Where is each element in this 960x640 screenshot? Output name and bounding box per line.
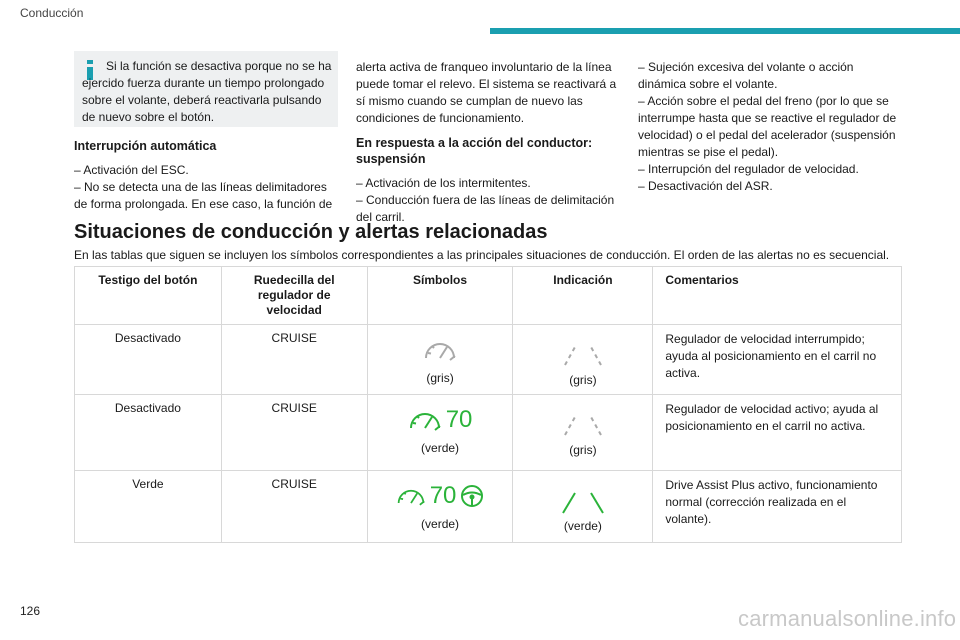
cell-cruise-wheel: CRUISE <box>221 325 367 395</box>
cell-button-light: Desactivado <box>75 395 222 471</box>
cell-symbols <box>367 395 513 471</box>
section-header: Conducción <box>20 6 84 20</box>
cell-cruise-wheel: CRUISE <box>221 471 367 543</box>
list-item: – Activación de los intermitentes. <box>356 176 531 190</box>
header-symbols: Símbolos <box>367 267 513 325</box>
table-row <box>75 395 902 471</box>
symbol-color-caption: (verde) <box>421 517 460 531</box>
list-item: – Sujeción excesiva del volante o acción dinámica sobre el volante. <box>638 60 854 91</box>
cell-comment: Regulador de velocidad interrumpido; ayuda al posicionamiento en el carril no activa. <box>653 325 902 395</box>
cruise-speed-value: 70 <box>445 406 473 433</box>
speedometer-icon <box>408 406 442 434</box>
info-text-content: Si la función se desactiva porque no se ha ejercido fuerza durante un tiempo prolongado sobre el volante, deberá reactivarla pulsando de nuevo sobre el botón. <box>82 59 332 124</box>
cell-indication <box>513 471 653 543</box>
info-box <box>74 51 338 127</box>
lane-lines-icon <box>543 331 623 371</box>
section-intro: En las tablas que siguen se incluyen los símbolos correspondientes a las principales situaciones de conducción. El orden de las alertas no es secuencial. <box>74 248 890 262</box>
cell-comment: Drive Assist Plus activo, funcionamiento normal (corrección realizada en el volante). <box>653 471 902 543</box>
column-3 <box>638 59 904 195</box>
info-text <box>82 58 332 126</box>
header-comments: Comentarios <box>653 267 902 325</box>
table-row <box>75 325 902 395</box>
speedometer-icon <box>423 336 457 364</box>
indication-color-caption: (gris) <box>569 443 597 457</box>
cell-cruise-wheel: CRUISE <box>221 395 367 471</box>
cruise-speed-value: 70 <box>429 482 457 509</box>
cell-symbols <box>367 471 513 543</box>
indication-color-caption: (verde) <box>563 519 602 533</box>
situations-table <box>74 266 902 543</box>
header-indication: Indicación <box>513 267 653 325</box>
list-item: – Desactivación del ASR. <box>638 179 773 193</box>
cell-button-light: Verde <box>75 471 222 543</box>
steering-wheel-icon <box>460 484 484 508</box>
header-cruise-wheel: Ruedecilla del regulador de velocidad <box>221 267 367 325</box>
list-item: – Acción sobre el pedal del freno (por lo que se interrumpe hasta que se reactive el regulador de velocidad) o el pedal del acelerador (suspensión mientras se pise el pedal). <box>638 94 897 159</box>
section-title: Situaciones de conducción y alertas relacionadas <box>74 221 548 243</box>
lane-lines-icon <box>543 401 623 441</box>
list-item: – Conducción fuera de las líneas de delimitación del carril. <box>356 193 615 224</box>
table-row <box>75 471 902 543</box>
speedometer-icon <box>396 483 426 509</box>
lane-lines-icon <box>543 477 623 517</box>
page-number: 126 <box>20 604 41 618</box>
cell-button-light: Desactivado <box>75 325 222 395</box>
header-button-light: Testigo del botón <box>75 267 222 325</box>
heading-driver-action: En respuesta a la acción del conductor: suspensión <box>356 136 593 166</box>
list-item: – Interrupción del regulador de velocidad. <box>638 162 859 176</box>
symbol-color-caption: (gris) <box>426 371 454 385</box>
cell-symbols <box>367 325 513 395</box>
cell-comment: Regulador de velocidad activo; ayuda al posicionamiento en el carril no activa. <box>653 395 902 471</box>
cell-indication <box>513 325 653 395</box>
cell-indication <box>513 395 653 471</box>
list-item: – Activación del ESC. <box>74 163 189 177</box>
watermark: carmanualsonline.info <box>738 606 957 631</box>
column-2 <box>356 59 622 226</box>
accent-bar <box>490 28 960 34</box>
indication-color-caption: (gris) <box>569 373 597 387</box>
symbol-color-caption: (verde) <box>421 441 460 455</box>
paragraph: alerta activa de franqueo involuntario de la línea puede tomar el relevo. El sistema se reactivará a sí mismo cuando se cumplan de nuevo las condiciones de funcionamiento. <box>356 60 617 125</box>
table-header-row <box>75 267 902 325</box>
list-item: – No se detecta una de las líneas delimitadores de forma prolongada. En ese caso, la función de <box>74 180 333 211</box>
column-1 <box>74 138 340 213</box>
heading-automatic-interruption: Interrupción automática <box>74 139 217 153</box>
